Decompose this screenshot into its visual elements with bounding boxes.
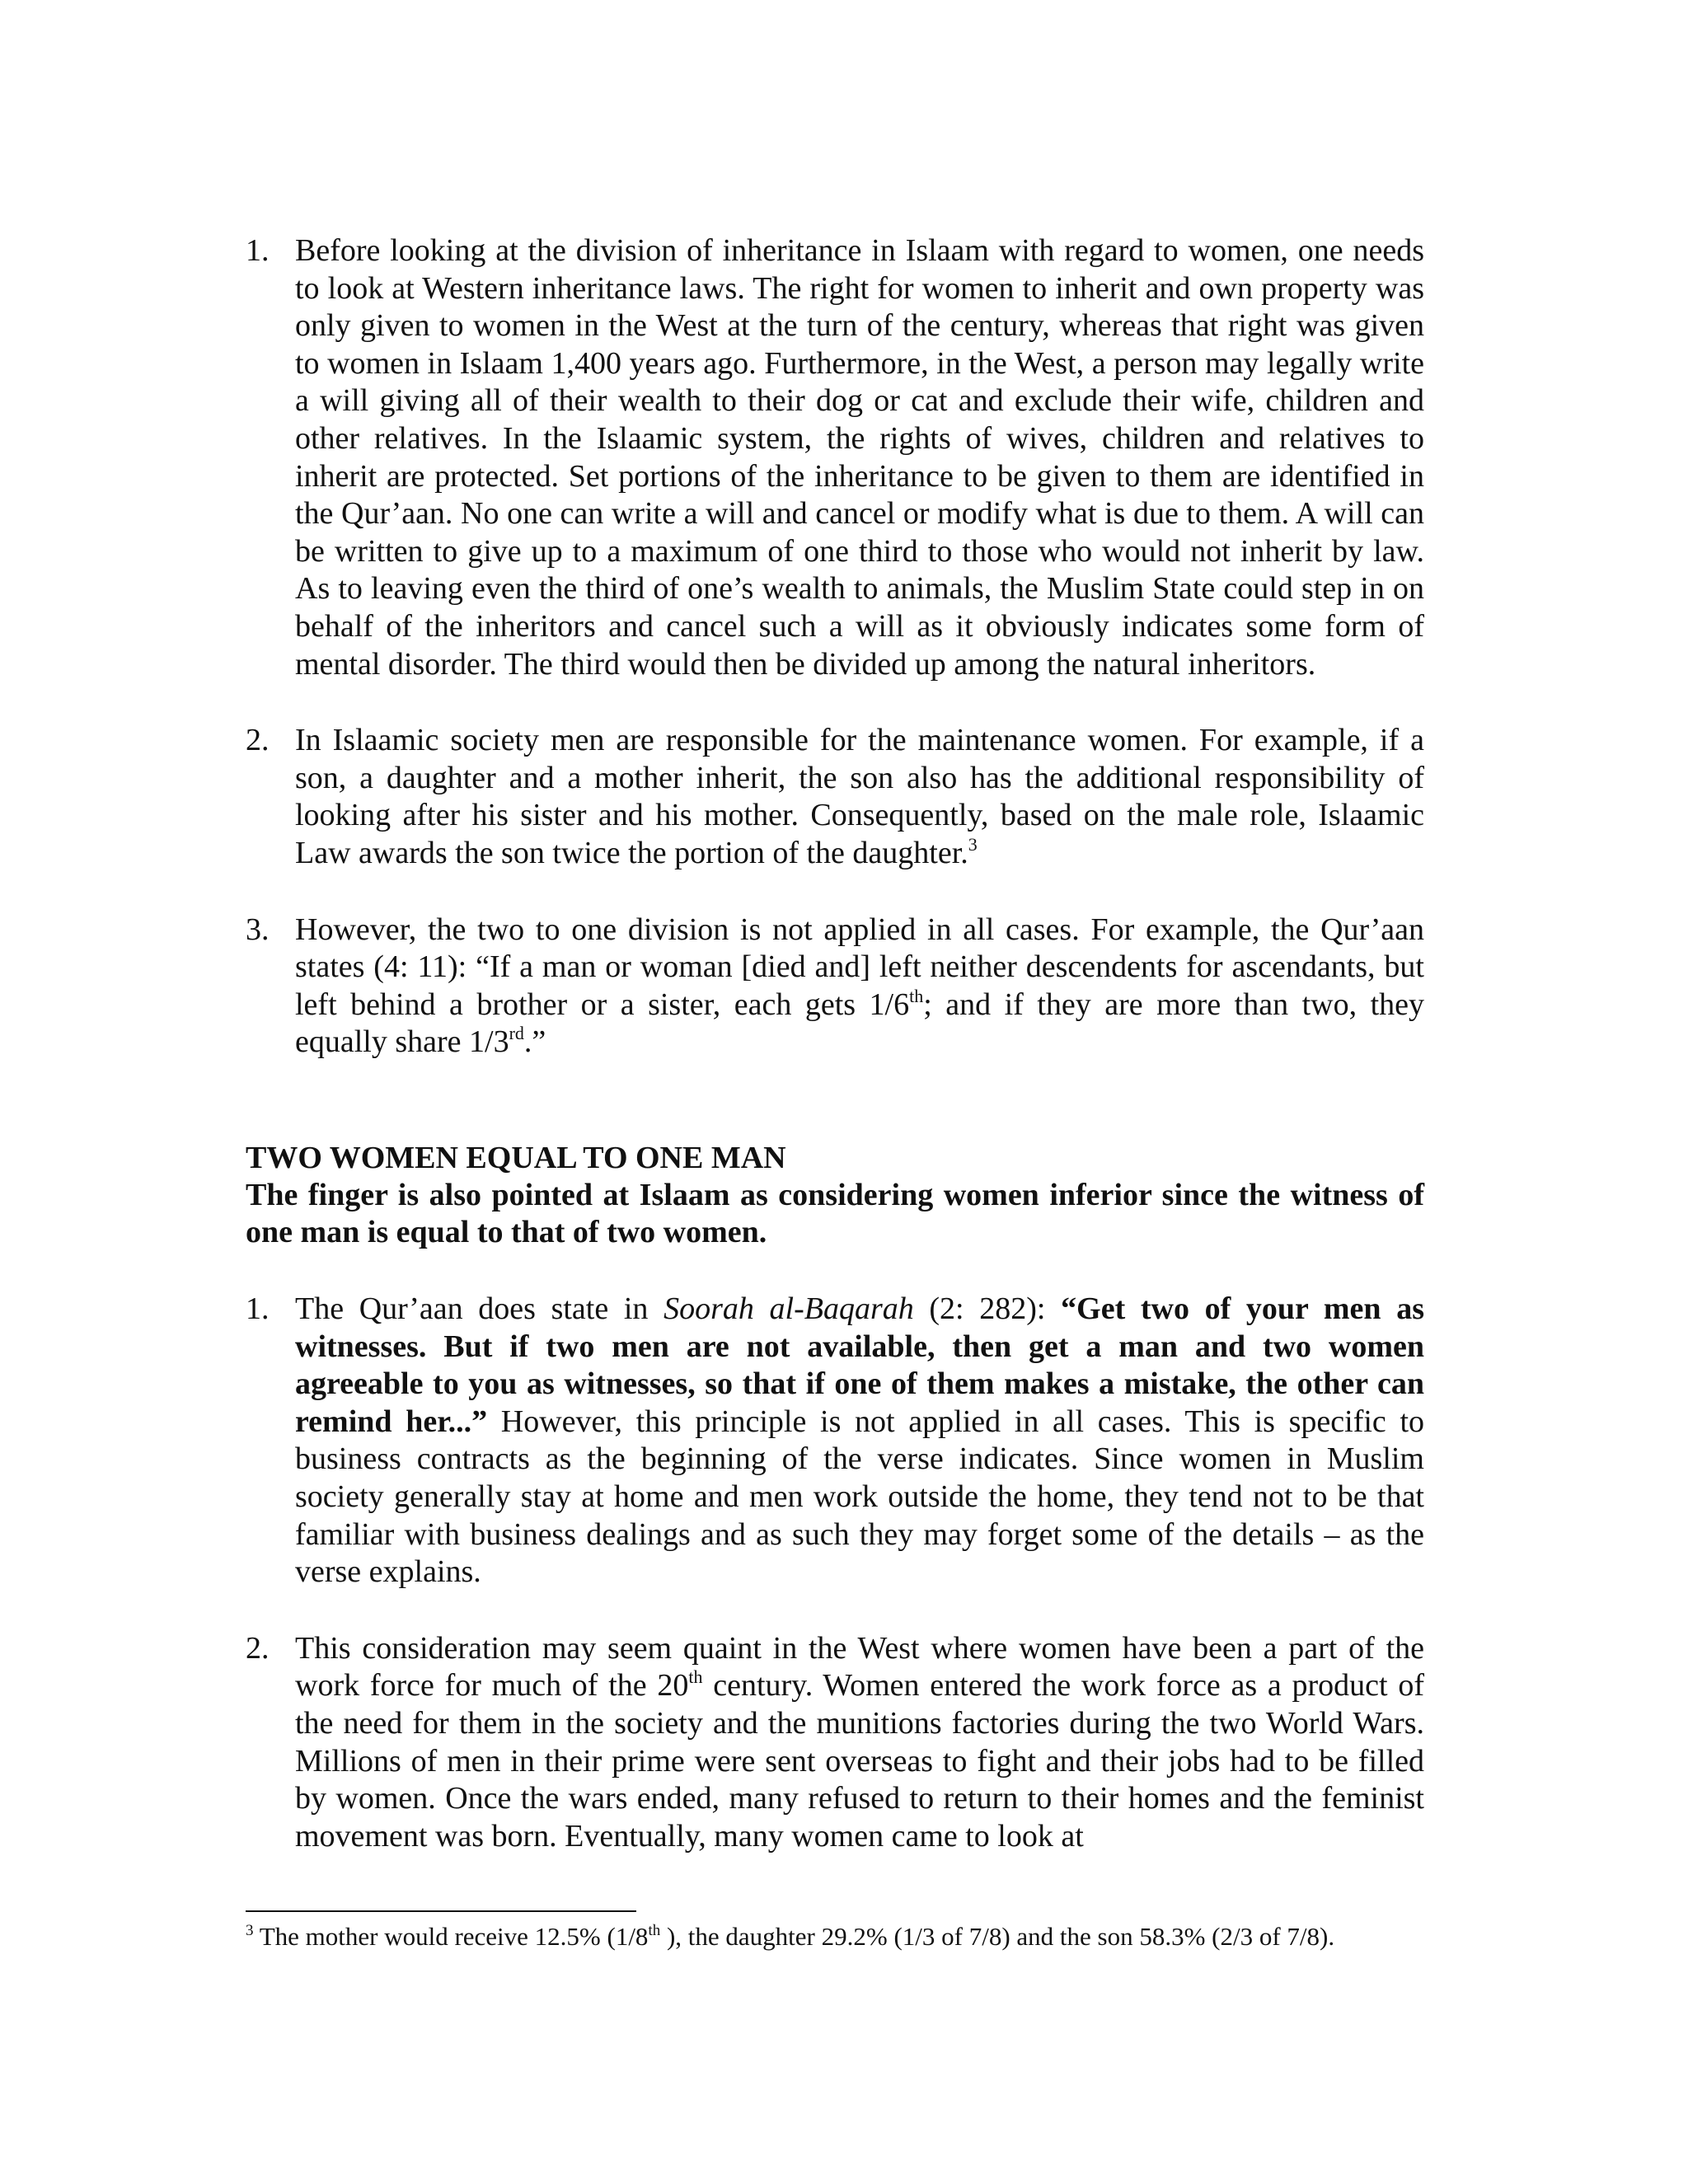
paragraph-text	[295, 912, 1424, 1062]
superscript: th	[909, 985, 924, 1006]
footnote-reference: 3	[968, 833, 978, 855]
list-number: 1.	[246, 1291, 270, 1327]
list-number: 3.	[246, 912, 270, 947]
footnote-mark: 3	[246, 1922, 254, 1939]
text-run: However, this principle is not applied in all cases. This is specific to business contracts as the beginning of the verse indicates. Since women in Muslim society generally stay at home and men work outside the home, they tend not to be that familiar with business dealings and as such they may forget some of the details – as the verse explains.	[295, 1404, 1425, 1590]
section-heading: TWO WOMEN EQUAL TO ONE MAN	[246, 1140, 786, 1175]
text-run: (2: 282):	[913, 1291, 1062, 1327]
text-run: ; and if they are more than two, they equally share 1/3	[295, 987, 1424, 1060]
text-run: century. Women entered the work force as a product of the need for them in the society and the munitions factories during the two World Wars. Millions of men in their prime were sent overseas to fight and their jobs had to be filled by women. Once the wars ended, many refused to return to their homes and the feminist movement was born. Eventually, many women came to look at	[295, 1668, 1424, 1854]
list-number: 2.	[246, 1630, 270, 1666]
superscript: th	[688, 1666, 703, 1688]
text-run: The mother would receive 12.5% (1/8	[253, 1922, 649, 1951]
text-run: However, the two to one division is not applied in all cases. For example, the Qur’aan states (4: 11): “If a man or woman [died and] left neither descendents for ascendants, but left behind a brother or a sister, each gets 1/6	[295, 912, 1424, 1022]
footnote-divider	[246, 1910, 636, 1912]
text-run: The Qur’aan does state in	[295, 1291, 664, 1327]
list-item	[246, 1291, 1424, 1591]
list-item	[246, 722, 1424, 872]
paragraph-text	[295, 1630, 1424, 1856]
section-lead: The finger is also pointed at Islaam as considering women inferior since the witness of one man is equal to that of two women.	[246, 1177, 1424, 1250]
list-item	[246, 232, 1424, 683]
italic-title: Soorah al-Baqarah	[663, 1291, 914, 1327]
list-number: 2.	[246, 723, 270, 758]
footnote	[246, 1920, 1441, 1953]
superscript: rd	[509, 1023, 524, 1044]
superscript: th	[648, 1922, 661, 1939]
paragraph-text	[295, 1291, 1424, 1591]
paragraph-text-body: In Islaamic society men are responsible for the maintenance women. For example, if a son, a daughter and a mother inherit, the son also has the additional responsibility of looking after his sister and his mother. Consequently, based on the male role, Islaamic Law awards the son twice the portion of the daughter.	[295, 723, 1424, 870]
text-run: This consideration may seem quaint in the West where women have been a part of the work force for much of the 20	[295, 1630, 1424, 1704]
quoted-verse: “Get two of your men as witnesses. But if two men are not available, then get a man and two women agreeable to you as witnesses, so that if one of them makes a mistake, the other can remind her...”	[295, 1291, 1424, 1439]
list-number: 1.	[246, 233, 270, 268]
paragraph-text	[295, 722, 1424, 872]
paragraph-text: Before looking at the division of inheritance in Islaam with regard to women, one needs to look at Western inheritance laws. The right for women to inherit and own property was only given to women in the West at the turn of the century, whereas that right was given to women in Islaam 1,400 years ago. Furthermore, in the West, a person may legally write a will giving all of their wealth to their dog or cat and exclude their wife, children and other relatives. In the Islaamic system, the rights of wives, children and relatives to inherit are protected. Set portions of the inheritance to be given to them are identified in the Qur’aan. No one can write a will and cancel or modify what is due to them. A will can be written to give up to a maximum of one third to those who would not inherit by law. As to leaving even the third of one’s wealth to animals, the Muslim State could step in on behalf of the inheritors and cancel such a will as it obviously indicates some form of mental disorder. The third would then be divided up among the natural inheritors.	[295, 233, 1424, 682]
list-item	[246, 912, 1424, 1062]
page-body	[246, 232, 1424, 1855]
list-item	[246, 1630, 1424, 1856]
text-run: ), the daughter 29.2% (1/3 of 7/8) and the son 58.3% (2/3 of 7/8).	[660, 1922, 1335, 1951]
text-run: .”	[523, 1024, 546, 1060]
